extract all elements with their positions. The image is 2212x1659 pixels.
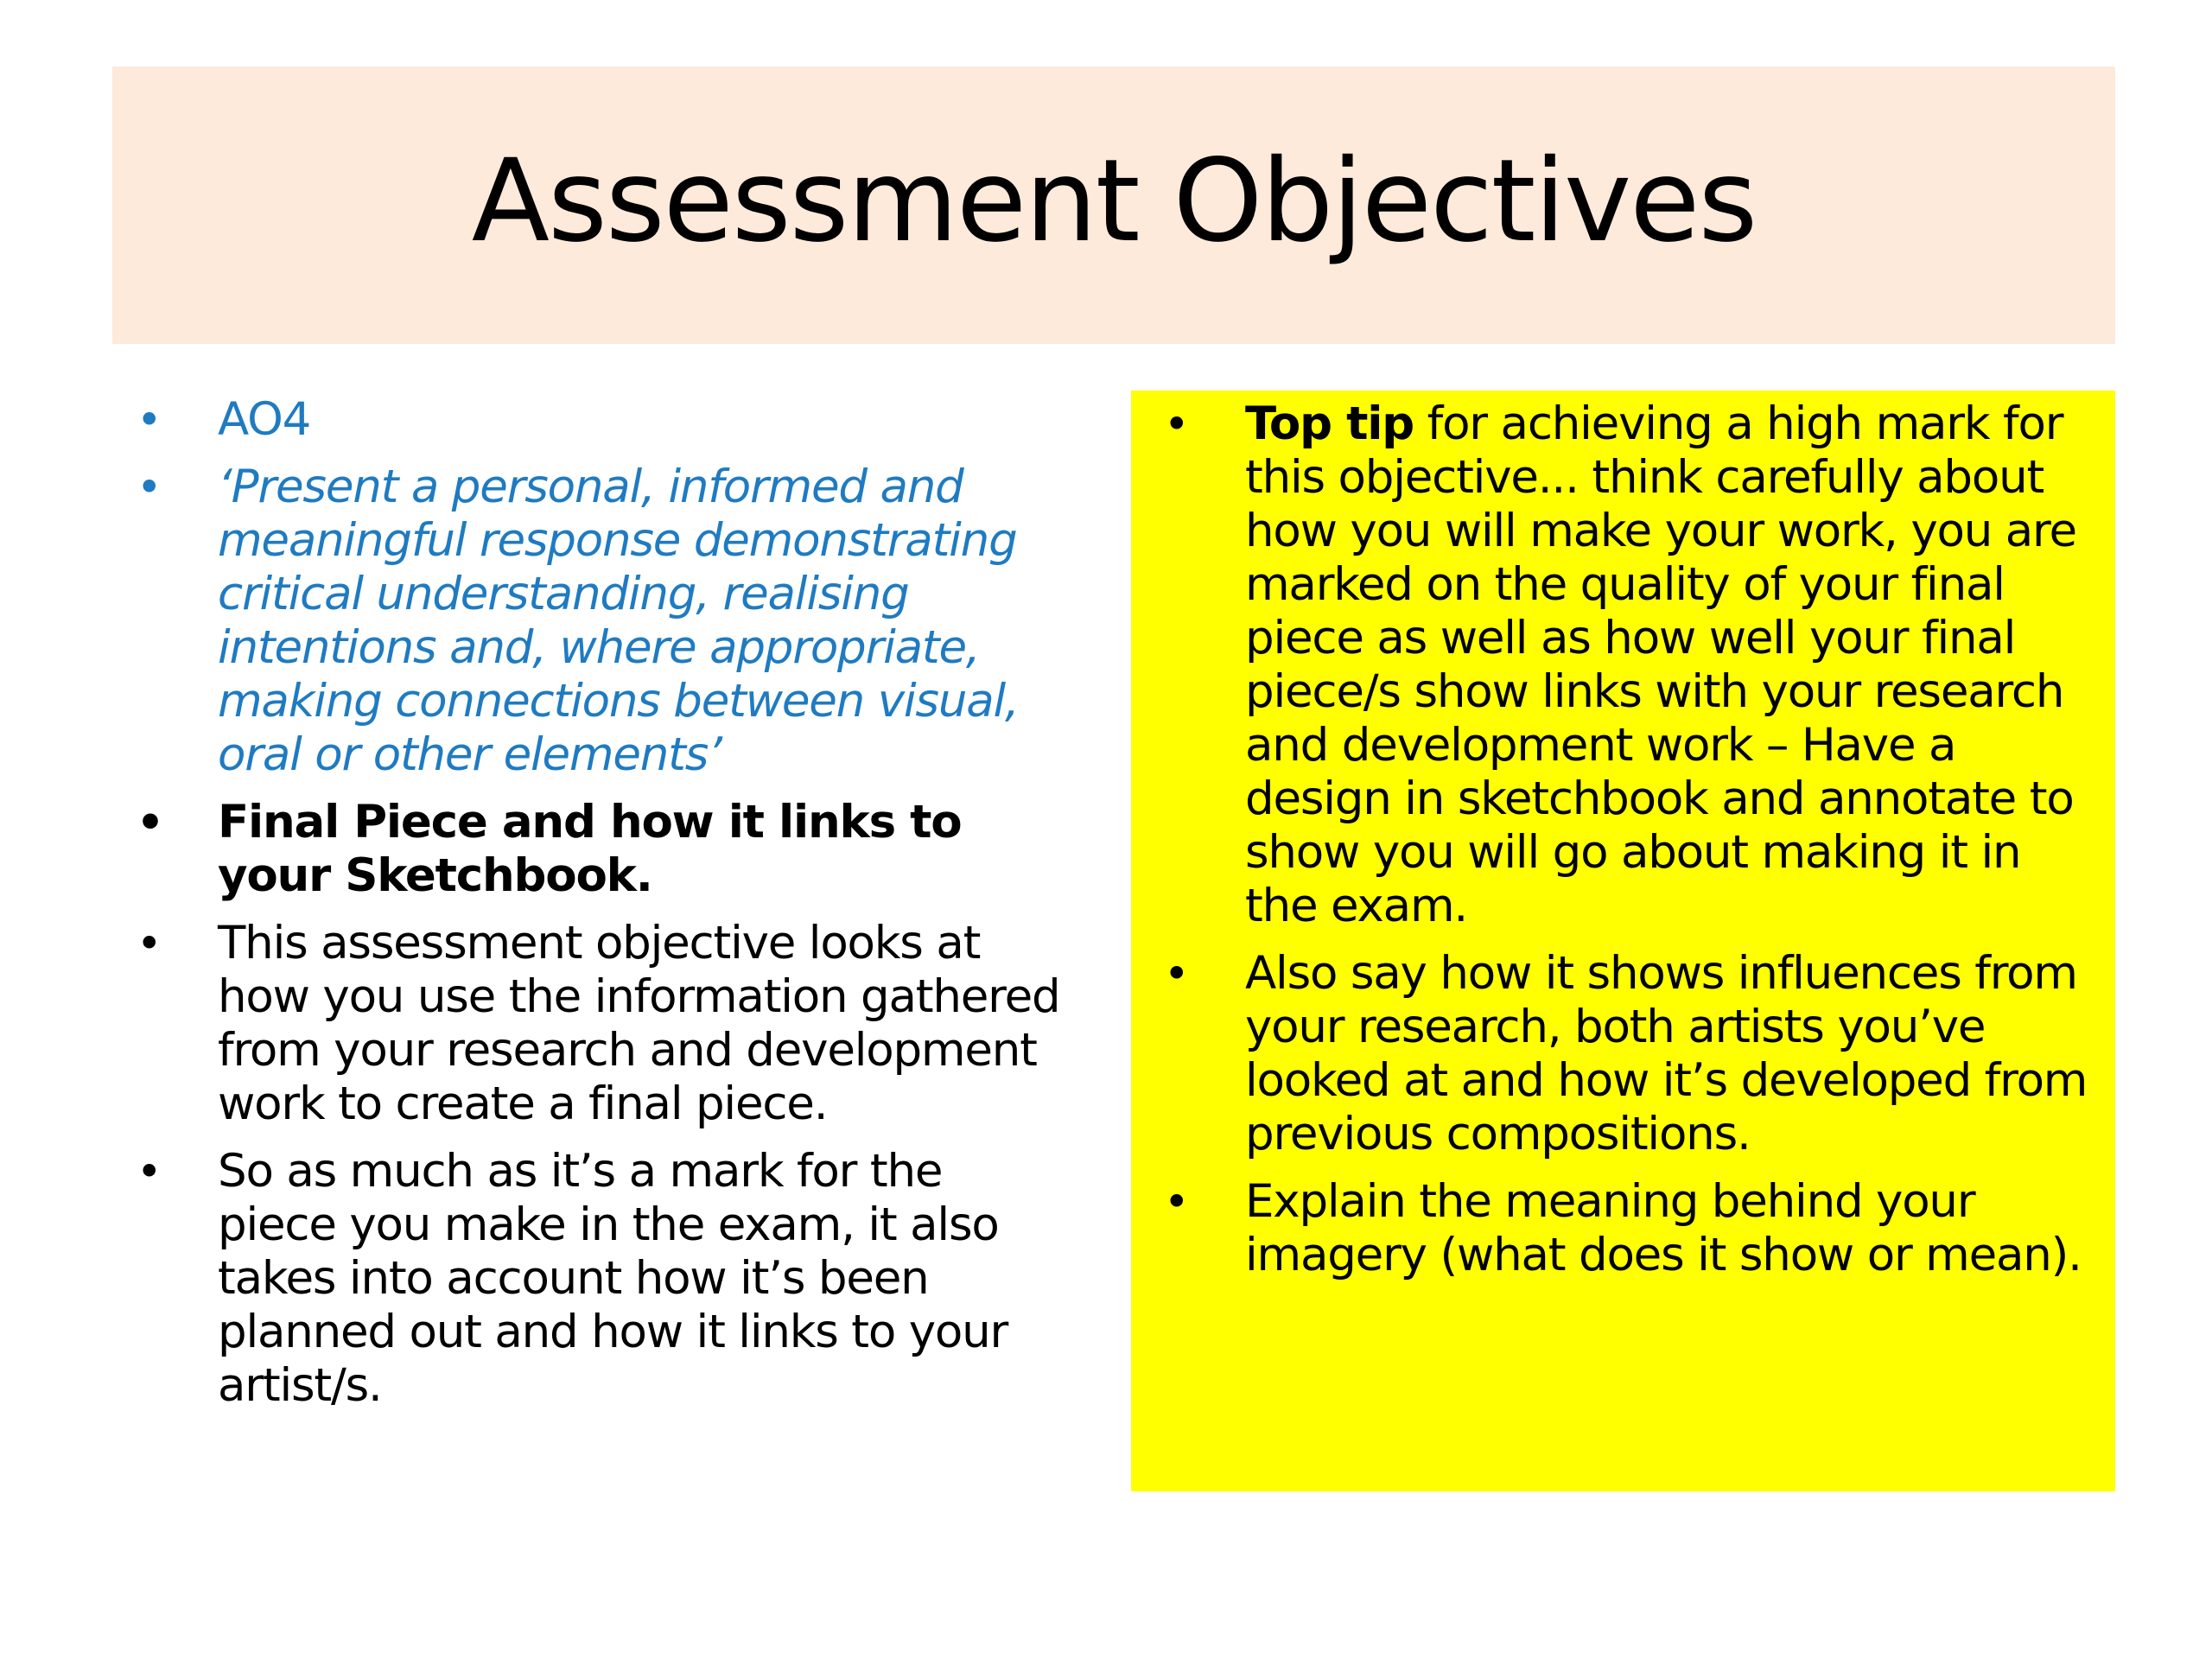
bullet-dot-icon: • (1164, 1177, 1189, 1227)
list-item-influences (1148, 947, 2098, 1161)
top-tip-text: for achieving a high mark for this objective... think carefully about how you will make your work, you are marked on the quality of your final piece as well as how well your final piece/s show links with your research and development work – Have a design in sketchbook and annotate to show you will go about making it in the exam. (1245, 397, 2076, 932)
influences-text: Also say how it shows influences from your research, both artists you’ve looked at and how it’s developed from previous compositions. (1245, 947, 2088, 1160)
list-item-final-piece-heading (121, 796, 1063, 903)
bullet-dot-icon: • (1164, 399, 1189, 449)
list-item-meaning (1148, 1175, 2098, 1282)
bullet-dot-icon: • (137, 1147, 162, 1197)
bullet-dot-icon: • (137, 798, 163, 848)
list-item-mark-explanation (121, 1145, 1063, 1413)
bullet-dot-icon: • (1164, 949, 1189, 999)
right-bullet-list (1148, 397, 2098, 1282)
left-bullet-list (121, 393, 1063, 1413)
list-item-objective-description (121, 917, 1063, 1131)
list-item-objective-quote (121, 461, 1063, 782)
title-banner (112, 67, 2115, 344)
bullet-dot-icon: • (137, 462, 162, 512)
list-item-objective-code (121, 393, 1063, 447)
meaning-text: Explain the meaning behind your imagery (what does it show or mean). (1245, 1175, 2082, 1281)
top-tip-label: Top tip (1245, 397, 1414, 450)
objective-description-text: This assessment objective looks at how you use the information gathered from your research and development work to create a final piece. (218, 917, 1060, 1130)
left-column (121, 393, 1063, 1427)
final-piece-heading-text: Final Piece and how it links to your Sketchbook. (218, 796, 962, 902)
bullet-dot-icon: • (137, 395, 162, 445)
slide-title: Assessment Objectives (471, 134, 1757, 268)
mark-explanation-text: So as much as it’s a mark for the piece you make in the exam, it also takes into account how it’s been planned out and how it links to your artist/s. (218, 1145, 1008, 1412)
bullet-dot-icon: • (137, 918, 162, 969)
objective-code-text: AO4 (218, 393, 311, 446)
top-tip-panel (1131, 391, 2115, 1491)
objective-quote-text: ‘Present a personal, informed and meaningful response demonstrating critical understanding, realising intentions and, where appropriate, making connections between visual, oral or other elements’ (218, 461, 1019, 781)
list-item-top-tip (1148, 397, 2098, 933)
